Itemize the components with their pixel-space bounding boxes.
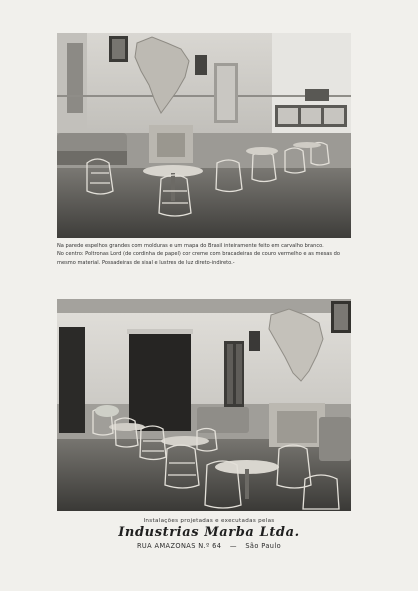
caption-line-3: mesmo material. Possadeiras de sisal e lustres de luz direto-indireto.- <box>57 259 235 266</box>
address-city: São Paulo <box>245 542 282 550</box>
lounge-photo-top <box>57 33 351 238</box>
company-name: Industrias Marba Ltda. <box>118 525 300 540</box>
lounge-photo-top-image <box>57 33 351 238</box>
lounge-photo-bottom <box>57 299 351 511</box>
address-street: RUA AMAZONAS N.º 64 <box>136 542 222 550</box>
company-address <box>0 542 418 550</box>
credits-block <box>0 518 418 550</box>
credits-intro: Instalações projetadas e executadas pelas <box>143 518 275 524</box>
caption-line-1: Na parede espelhos grandes com molduras e um mapa do Brasil inteiramente feito em carvalho branco. <box>57 243 324 249</box>
lounge-photo-bottom-image <box>57 299 351 511</box>
photo-caption <box>57 242 357 267</box>
caption-line-2: No centro: Poltronas Lord (de cordinha de papel) cor creme com bracadeiras de couro vermelho e as mesas do <box>57 251 340 258</box>
address-separator: — <box>229 542 237 550</box>
